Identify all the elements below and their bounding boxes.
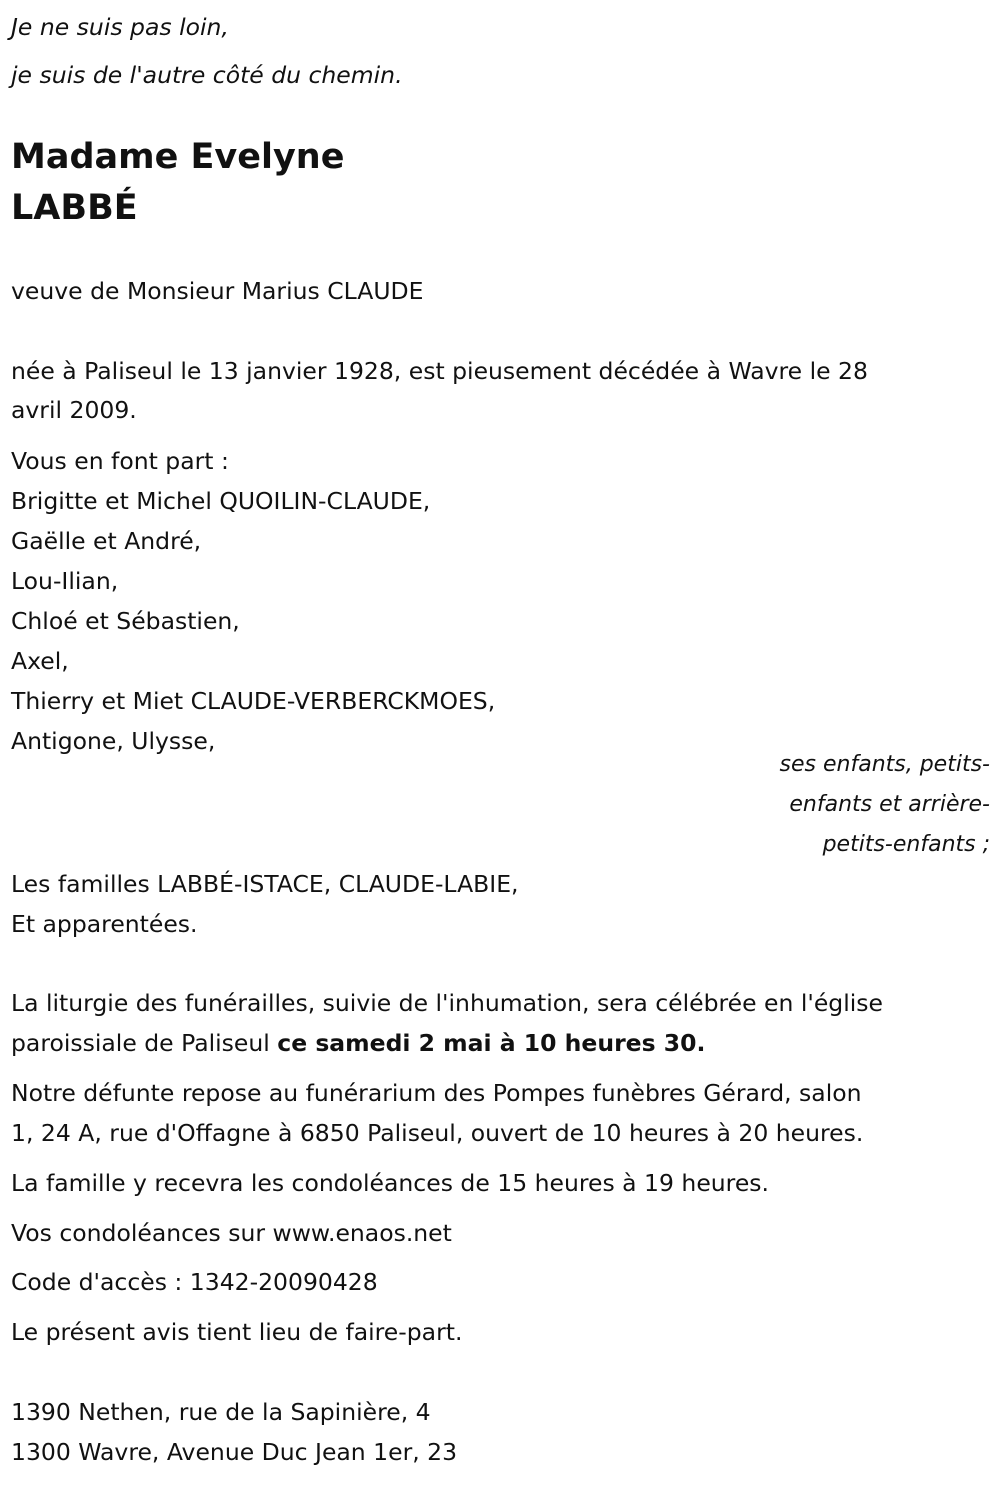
liturgy-line-2: [11, 1023, 705, 1063]
family-member: Axel,: [11, 647, 69, 675]
access-code: Code d'accès : 1342-20090428: [11, 1268, 378, 1296]
family-member: Brigitte et Michel QUOILIN-CLAUDE,: [11, 487, 431, 515]
address-1: 1390 Nethen, rue de la Sapinière, 4: [11, 1398, 431, 1426]
family-member: Lou-Ilian,: [11, 567, 119, 595]
other-families: Les familles LABBÉ-ISTACE, CLAUDE-LABIE,: [11, 870, 519, 898]
epigraph-line-2: je suis de l'autre côté du chemin.: [11, 61, 403, 89]
rest-line-2: 1, 24 A, rue d'Offagne à 6850 Paliseul, ouvert de 10 heures à 20 heures.: [11, 1119, 864, 1147]
family-member: Chloé et Sébastien,: [11, 607, 240, 635]
family-member: Gaëlle et André,: [11, 527, 202, 555]
family-member: Antigone, Ulysse,: [11, 727, 216, 755]
deceased-name-line-2: LABBÉ: [11, 188, 138, 228]
notice: Le présent avis tient lieu de faire-part.: [11, 1318, 463, 1346]
family-role-line-1: ses enfants, petits-: [779, 752, 990, 777]
related-families: Et apparentées.: [11, 910, 198, 938]
announce-intro: Vous en font part :: [11, 447, 229, 475]
family-role-line-2: enfants et arrière-: [789, 792, 990, 817]
condolences-visit: La famille y recevra les condoléances de 15 heures à 19 heures.: [11, 1169, 769, 1197]
family-role-line-3: petits-enfants ;: [822, 832, 990, 857]
widow-of: veuve de Monsieur Marius CLAUDE: [11, 277, 424, 305]
family-member: Thierry et Miet CLAUDE-VERBERCKMOES,: [11, 687, 496, 715]
liturgy-place: paroissiale de Paliseul: [11, 1029, 278, 1057]
birth-death-line-2: avril 2009.: [11, 396, 137, 424]
rest-line-1: Notre défunte repose au funérarium des Pompes funèbres Gérard, salon: [11, 1079, 862, 1107]
liturgy-datetime: ce samedi 2 mai à 10 heures 30.: [277, 1029, 706, 1057]
birth-death-line-1: née à Paliseul le 13 janvier 1928, est pieusement décédée à Wavre le 28: [11, 357, 868, 385]
epigraph-line-1: Je ne suis pas loin,: [11, 13, 229, 41]
condolences-web: Vos condoléances sur www.enaos.net: [11, 1219, 452, 1247]
address-2: 1300 Wavre, Avenue Duc Jean 1er, 23: [11, 1438, 458, 1466]
liturgy-line-1: La liturgie des funérailles, suivie de l'inhumation, sera célébrée en l'église: [11, 989, 883, 1017]
deceased-name-line-1: Madame Evelyne: [11, 137, 345, 177]
